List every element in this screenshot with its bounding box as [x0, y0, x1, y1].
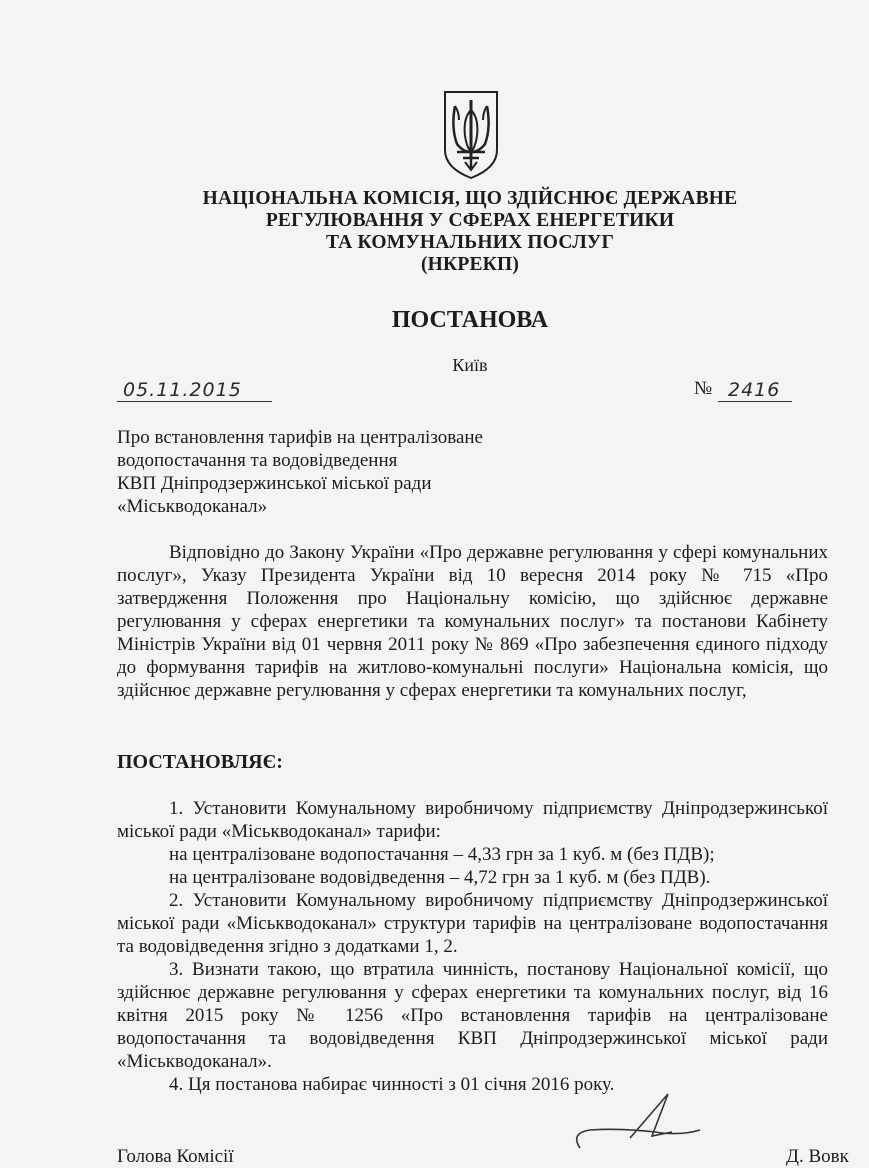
number-field — [718, 375, 792, 402]
org-line: РЕГУЛЮВАННЯ У СФЕРАХ ЕНЕРГЕТИКИ — [265, 210, 675, 231]
item-2: 2. Установити Комунальному виробничому підприємству Дніпродзержинської міської ради «Міськводоканал» структури тарифів на централізоване водопостачання та водовідведення згідно з додатками 1, 2. — [117, 890, 828, 957]
document-subject — [117, 426, 537, 518]
org-line: (НКРЕКП) — [420, 254, 520, 275]
org-line: НАЦІОНАЛЬНА КОМІСІЯ, ЩО ЗДІЙСНЮЄ ДЕРЖАВНЕ — [202, 188, 738, 209]
item-1-tariff-sewerage: на централізоване водовідведення – 4,72 грн за 1 куб. м (без ПДВ). — [169, 867, 711, 888]
number-label: № — [694, 378, 713, 399]
trident-coat-of-arms-icon — [441, 88, 501, 180]
subject-line: «Міськводоканал» — [117, 496, 268, 517]
document-type-title: ПОСТАНОВА — [391, 307, 549, 333]
decree-heading: ПОСТАНОВЛЯЄ: — [117, 751, 283, 773]
signatory-position: Голова Комісії — [117, 1146, 234, 1167]
organization-name — [150, 188, 790, 276]
signatory-name: Д. Вовк — [786, 1146, 849, 1167]
subject-line: КВП Дніпродзержинської міської ради — [117, 473, 432, 494]
date-field — [117, 375, 272, 402]
item-1: 1. Установити Комунальному виробничому підприємству Дніпродзержинської міської ради «Міськводоканал» тарифи: — [117, 798, 828, 842]
decree-items — [117, 797, 828, 1096]
handwritten-date: 05.11.2015 — [123, 379, 242, 401]
preamble-paragraph: Відповідно до Закону України «Про державне регулювання у сфері комунальних послуг», Указу Президента України від 10 вересня 2014 року № 715 «Про затвердження Положення про Національну комісію, що здійснює державне регулювання у сферах енергетики та комунальних послуг» та постанови Кабінету Міністрів України від 01 червня 2011 року № 869 «Про забезпечення єдиного підходу до формування тарифів на житлово-комунальні послуги» Національна комісія, що здійснює державне регулювання у сферах енергетики та комунальних послуг, — [117, 542, 828, 701]
item-1-tariff-water-supply: на централізоване водопостачання – 4,33 грн за 1 куб. м (без ПДВ); — [169, 844, 715, 865]
signature-icon — [560, 1088, 710, 1158]
item-3: 3. Визнати такою, що втратила чинність, постанову Національної комісії, що здійснює державне регулювання у сферах енергетики та комунальних послуг, від 16 квітня 2015 року № 1256 «Про встановлення тарифів на централізоване водопостачання та водовідведення КВП Дніпродзержинської міської ради «Міськводоканал». — [117, 959, 828, 1072]
handwritten-number: 2416 — [728, 379, 781, 401]
city-label: Київ — [452, 355, 488, 375]
org-line: ТА КОМУНАЛЬНИХ ПОСЛУГ — [325, 232, 615, 253]
subject-line: водопостачання та водовідведення — [117, 450, 398, 471]
subject-line: Про встановлення тарифів на централізоване — [117, 427, 483, 448]
item-4: 4. Ця постанова набирає чинності з 01 січня 2016 року. — [169, 1074, 615, 1095]
